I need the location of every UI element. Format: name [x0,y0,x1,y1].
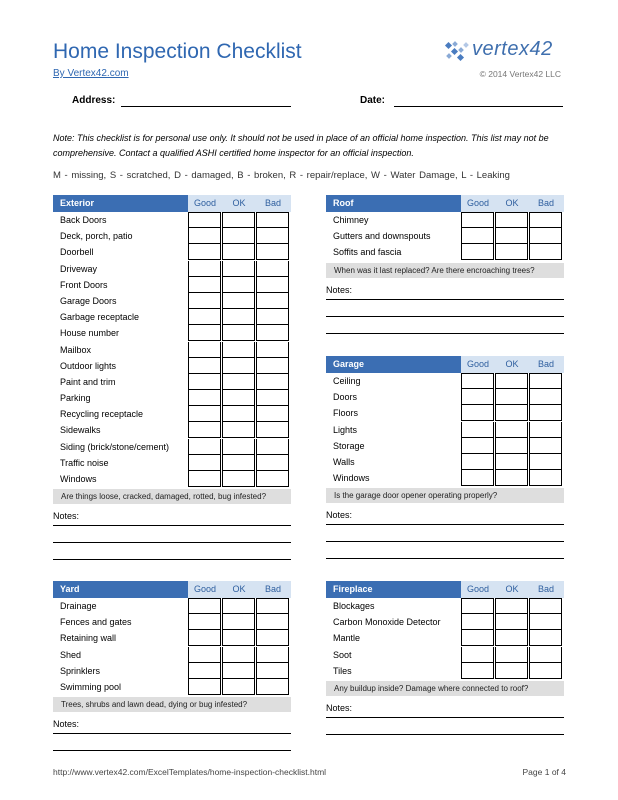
good-checkbox[interactable] [461,647,494,663]
column-ok: OK [232,198,246,208]
ok-checkbox[interactable] [495,598,528,614]
roof-column-header [461,195,564,212]
exterior-header [53,195,291,212]
bad-checkbox[interactable] [256,598,289,614]
ok-checkbox[interactable] [222,261,255,277]
logo-wordmark: vertex42 [472,38,553,60]
notes-line[interactable] [326,333,564,334]
checklist-row [326,389,564,405]
good-checkbox[interactable] [461,438,494,454]
checklist-item-label: Retaining wall [60,633,117,644]
bad-checkbox[interactable] [529,422,562,438]
notes-label: Notes: [326,702,353,713]
bad-checkbox[interactable] [256,663,289,679]
checklist-row [326,422,564,438]
bad-checkbox[interactable] [256,614,289,630]
checklist-item-label: Recycling receptacle [60,409,144,420]
good-checkbox[interactable] [461,405,494,421]
garage-column-header [461,356,564,373]
notes-line[interactable] [326,734,564,735]
garage-question: Is the garage door opener operating properly? [326,488,564,503]
checklist-row [326,630,564,646]
checklist-item-label: Sprinklers [60,665,101,676]
bad-checkbox[interactable] [256,358,289,374]
bad-checkbox[interactable] [256,647,289,663]
roof-header [326,195,564,212]
exterior-column-header [188,195,291,212]
address-field[interactable] [121,106,291,107]
fireplace-column-header [461,581,564,598]
ok-checkbox[interactable] [495,663,528,679]
good-checkbox[interactable] [461,422,494,438]
checklist-row [53,422,291,438]
ok-checkbox[interactable] [222,663,255,679]
yard-header [53,581,291,598]
page-number: Page 1 of 4 [522,767,566,777]
checklist-row [326,228,564,244]
good-checkbox[interactable] [461,454,494,470]
ok-checkbox[interactable] [222,455,255,471]
bad-checkbox[interactable] [529,228,562,244]
good-checkbox[interactable] [461,470,494,486]
notes-label: Notes: [53,511,80,522]
checklist-row [53,614,291,630]
checklist-item-label: Shed [60,649,82,660]
checklist-row [326,405,564,421]
column-ok: OK [505,584,519,594]
ok-checkbox[interactable] [495,470,528,486]
column-good: Good [193,198,217,208]
bad-checkbox[interactable] [256,439,289,455]
bad-checkbox[interactable] [529,244,562,260]
checklist-row [53,261,291,277]
bad-checkbox[interactable] [256,293,289,309]
checklist-item-label: Chimney [333,215,369,225]
ok-checkbox[interactable] [495,244,528,260]
good-checkbox[interactable] [188,358,221,374]
fireplace-title: Fireplace [326,581,461,598]
fireplace-question: Any buildup inside? Damage where connected to roof? [326,681,564,696]
good-checkbox[interactable] [188,455,221,471]
good-checkbox[interactable] [461,389,494,405]
checklist-item-label: Mailbox [60,344,92,355]
notes-label: Notes: [326,510,353,521]
checklist-item-label: Mantle [333,633,361,644]
good-checkbox[interactable] [461,373,494,389]
good-checkbox[interactable] [461,212,494,228]
checklist-row [53,325,291,341]
checklist-row [53,293,291,309]
column-good: Good [466,359,490,369]
ok-checkbox[interactable] [495,389,528,405]
good-checkbox[interactable] [188,261,221,277]
column-bad: Bad [264,198,281,208]
checklist-row [326,244,564,260]
date-label: Date: [360,95,386,106]
column-good: Good [193,584,217,594]
column-bad: Bad [537,584,554,594]
checklist-item-label: Gutters and downspouts [333,231,431,242]
checklist-item-label: Walls [333,456,355,467]
yard-column-header [188,581,291,598]
column-good: Good [466,584,490,594]
bad-checkbox[interactable] [256,679,289,695]
checklist-item-label: Tiles [333,665,352,676]
checklist-item-label: Sidewalks [60,425,101,436]
ok-checkbox[interactable] [495,212,528,228]
good-checkbox[interactable] [188,647,221,663]
good-checkbox[interactable] [188,679,221,695]
ok-checkbox[interactable] [222,277,255,293]
ok-checkbox[interactable] [222,374,255,390]
checklist-item-label: Parking [60,393,91,404]
checklist-row [53,244,291,260]
checklist-item-label: Blockages [333,601,375,611]
good-checkbox[interactable] [188,471,221,487]
footer-url: http://www.vertex42.com/ExcelTemplates/home-inspection-checklist.html [53,767,327,777]
good-checkbox[interactable] [188,390,221,406]
column-bad: Bad [537,198,554,208]
checklist-item-label: Garage Doors [60,295,117,306]
ok-checkbox[interactable] [222,390,255,406]
ok-checkbox[interactable] [222,293,255,309]
ok-checkbox[interactable] [222,647,255,663]
yard-question: Trees, shrubs and lawn dead, dying or bug infested? [53,697,291,712]
bad-checkbox[interactable] [256,325,289,341]
notes-line[interactable] [326,558,564,559]
bad-checkbox[interactable] [256,406,289,422]
checklist-row [326,212,564,228]
ok-checkbox[interactable] [222,422,255,438]
checklist-row [53,277,291,293]
bad-checkbox[interactable] [529,454,562,470]
bad-checkbox[interactable] [529,614,562,630]
good-checkbox[interactable] [188,244,221,260]
garage-section [326,356,564,559]
ok-checkbox[interactable] [222,471,255,487]
notes-line[interactable] [326,316,564,317]
copyright-text: © 2014 Vertex42 LLC [479,69,561,79]
checklist-row [53,228,291,244]
ok-checkbox[interactable] [495,647,528,663]
good-checkbox[interactable] [461,598,494,614]
notes-line[interactable] [53,525,291,526]
bad-checkbox[interactable] [256,342,289,358]
notes-line[interactable] [53,542,291,543]
good-checkbox[interactable] [188,212,221,228]
roof-title: Roof [326,195,461,212]
garage-title: Garage [326,356,461,373]
bad-checkbox[interactable] [529,663,562,679]
ok-checkbox[interactable] [222,358,255,374]
good-checkbox[interactable] [188,439,221,455]
checklist-item-label: House number [60,328,120,339]
ok-checkbox[interactable] [222,439,255,455]
checklist-item-label: Ceiling [333,376,361,386]
checklist-item-label: Drainage [60,601,97,611]
bad-checkbox[interactable] [256,471,289,487]
good-checkbox[interactable] [188,277,221,293]
roof-section [326,195,564,334]
checklist-item-label: Paint and trim [60,376,116,387]
exterior-title: Exterior [53,195,188,212]
date-field[interactable] [394,106,563,107]
ok-checkbox[interactable] [495,614,528,630]
bad-checkbox[interactable] [529,470,562,486]
checklist-item-label: Garbage receptacle [60,312,140,323]
address-label: Address: [72,95,116,106]
bad-checkbox[interactable] [529,647,562,663]
checklist-item-label: Fences and gates [60,617,132,628]
checklist-row [53,598,291,614]
checklist-row [326,438,564,454]
checklist-item-label: Deck, porch, patio [60,231,133,242]
checklist-row [326,647,564,663]
ok-checkbox[interactable] [222,679,255,695]
checklist-item-label: Traffic noise [60,457,109,468]
good-checkbox[interactable] [188,663,221,679]
checklist-row [326,598,564,614]
vertex42-logo [444,38,562,64]
exterior-question: Are things loose, cracked, damaged, rotted, bug infested? [53,489,291,504]
bad-checkbox[interactable] [529,373,562,389]
checklist-item-label: Front Doors [60,279,108,290]
checklist-item-label: Outdoor lights [60,360,117,371]
disclaimer-note: Note: This checklist is for personal use only. It should not be used in place of an official home inspection. This list may not be comprehensive. Contact a qualified ASHI certified home inspector for an official inspection. [53,133,549,158]
notes-line[interactable] [326,299,564,300]
bad-checkbox[interactable] [256,455,289,471]
good-checkbox[interactable] [188,614,221,630]
column-ok: OK [232,584,246,594]
checklist-item-label: Windows [60,474,97,484]
checklist-row [53,471,291,487]
ok-checkbox[interactable] [222,325,255,341]
checklist-row [53,439,291,455]
bad-checkbox[interactable] [256,422,289,438]
checklist-item-label: Floors [333,408,359,419]
ok-checkbox[interactable] [495,454,528,470]
checklist-row [53,390,291,406]
yard-title: Yard [53,581,188,598]
good-checkbox[interactable] [188,374,221,390]
bad-checkbox[interactable] [256,212,289,228]
ok-checkbox[interactable] [222,598,255,614]
good-checkbox[interactable] [461,614,494,630]
good-checkbox[interactable] [461,228,494,244]
bad-checkbox[interactable] [529,438,562,454]
checklist-row [326,614,564,630]
column-ok: OK [505,359,519,369]
bad-checkbox[interactable] [256,244,289,260]
byline-link[interactable]: By Vertex42.com [53,68,129,79]
checklist-row [326,373,564,389]
good-checkbox[interactable] [188,422,221,438]
checklist-row [53,374,291,390]
good-checkbox[interactable] [188,293,221,309]
bad-checkbox[interactable] [256,309,289,325]
checklist-item-label: Doorbell [60,247,94,258]
good-checkbox[interactable] [461,630,494,646]
good-checkbox[interactable] [188,309,221,325]
checklist-row [53,309,291,325]
ok-checkbox[interactable] [222,212,255,228]
good-checkbox[interactable] [188,228,221,244]
checklist-item-label: Soot [333,649,352,660]
bad-checkbox[interactable] [529,405,562,421]
checklist-item-label: Storage [333,440,365,451]
good-checkbox[interactable] [461,663,494,679]
ok-checkbox[interactable] [222,244,255,260]
column-ok: OK [505,198,519,208]
bad-checkbox[interactable] [256,374,289,390]
bad-checkbox[interactable] [256,277,289,293]
notes-line[interactable] [326,524,564,525]
checklist-item-label: Windows [333,473,370,484]
ok-checkbox[interactable] [495,405,528,421]
bad-checkbox[interactable] [256,228,289,244]
roof-question: When was it last replaced? Are there encroaching trees? [326,263,564,278]
notes-label: Notes: [53,719,80,730]
ok-checkbox[interactable] [222,614,255,630]
checklist-item-label: Siding (brick/stone/cement) [60,441,170,452]
bad-checkbox[interactable] [256,630,289,646]
checklist-row [326,663,564,679]
column-bad: Bad [264,584,281,594]
yard-section [53,581,291,751]
column-good: Good [466,198,490,208]
checklist-item-label: Carbon Monoxide Detector [333,617,441,628]
bad-checkbox[interactable] [256,390,289,406]
good-checkbox[interactable] [188,325,221,341]
column-bad: Bad [537,359,554,369]
ok-checkbox[interactable] [495,373,528,389]
checklist-row [53,406,291,422]
checklist-row [53,630,291,646]
checklist-item-label: Back Doors [60,215,107,225]
page-title: Home Inspection Checklist [53,40,302,63]
checklist-row [53,212,291,228]
ok-checkbox[interactable] [222,406,255,422]
exterior-section [53,195,291,560]
bad-checkbox[interactable] [529,630,562,646]
ok-checkbox[interactable] [495,228,528,244]
checklist-row [53,358,291,374]
good-checkbox[interactable] [188,630,221,646]
checklist-row [53,663,291,679]
notes-line[interactable] [53,733,291,734]
bad-checkbox[interactable] [529,598,562,614]
good-checkbox[interactable] [188,598,221,614]
garage-header [326,356,564,373]
good-checkbox[interactable] [461,244,494,260]
bad-checkbox[interactable] [529,389,562,405]
notes-line[interactable] [326,541,564,542]
checklist-item-label: Driveway [60,263,98,274]
fireplace-header [326,581,564,598]
ok-checkbox[interactable] [222,342,255,358]
checklist-row [53,647,291,663]
ok-checkbox[interactable] [222,309,255,325]
checklist-row [326,454,564,470]
vertex42-logo-icon [444,39,470,65]
bad-checkbox[interactable] [256,261,289,277]
checklist-row [326,470,564,486]
notes-line[interactable] [53,750,291,751]
good-checkbox[interactable] [188,342,221,358]
bad-checkbox[interactable] [529,212,562,228]
ok-checkbox[interactable] [495,438,528,454]
good-checkbox[interactable] [188,406,221,422]
fireplace-section [326,581,564,735]
checklist-row [53,679,291,695]
notes-line[interactable] [326,717,564,718]
checklist-row [53,342,291,358]
ok-checkbox[interactable] [222,630,255,646]
ok-checkbox[interactable] [495,630,528,646]
ok-checkbox[interactable] [495,422,528,438]
checklist-row [53,455,291,471]
notes-line[interactable] [53,559,291,560]
ok-checkbox[interactable] [222,228,255,244]
condition-legend: M - missing, S - scratched, D - damaged, B - broken, R - repair/replace, W - Water Damage, L - Leaking [53,170,510,181]
notes-label: Notes: [326,284,353,295]
checklist-item-label: Soffits and fascia [333,247,402,258]
checklist-item-label: Swimming pool [60,681,122,692]
checklist-item-label: Doors [333,392,358,403]
checklist-item-label: Lights [333,424,358,435]
